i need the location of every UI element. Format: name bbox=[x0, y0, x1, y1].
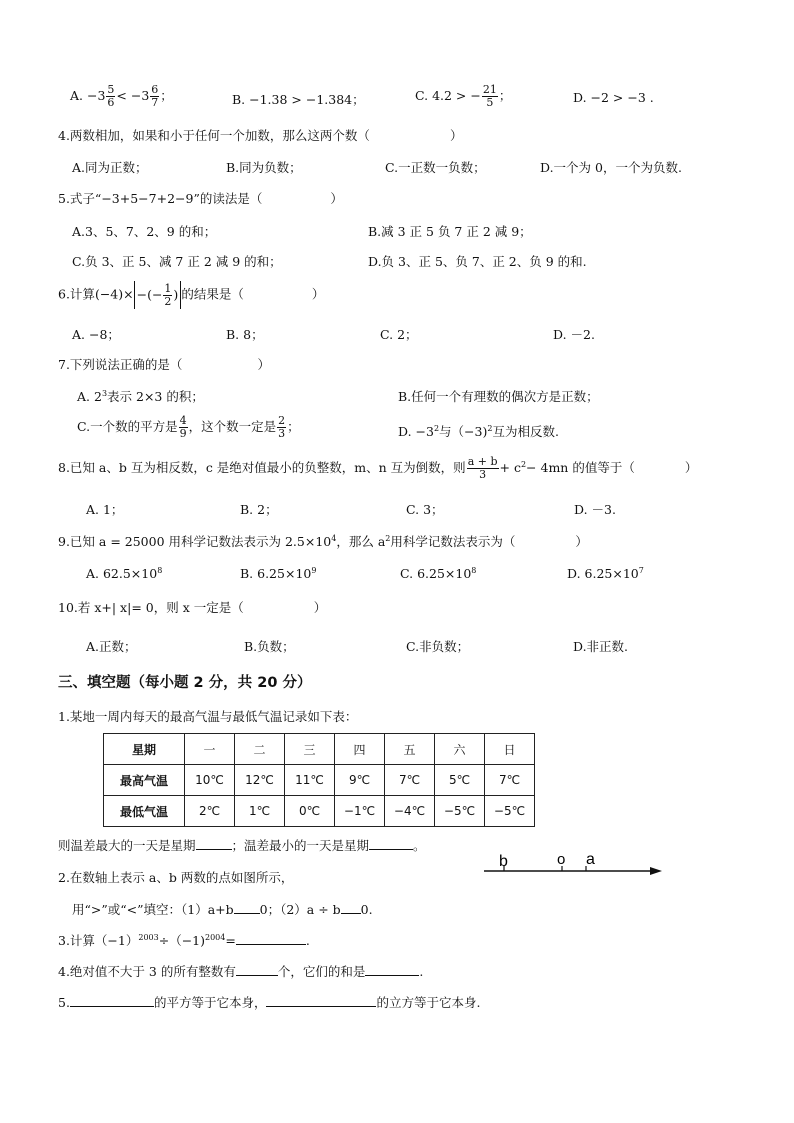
table-cell: 0℃ bbox=[285, 796, 335, 827]
fraction-numerator: 1 bbox=[164, 282, 172, 295]
q10-option-a: A.正数； bbox=[86, 639, 137, 654]
q3-c-fraction bbox=[482, 84, 498, 109]
table-cell: 二 bbox=[235, 734, 285, 765]
q7-option-b: B.任何一个有理数的偶次方是正数； bbox=[398, 389, 599, 404]
q4-stem bbox=[58, 126, 462, 144]
q3-a-text: A. −3 bbox=[70, 88, 106, 103]
q8-sup: 2 bbox=[520, 459, 527, 469]
table-cell: 四 bbox=[335, 734, 385, 765]
table-cell: −1℃ bbox=[335, 796, 385, 827]
f3-line bbox=[58, 931, 310, 949]
q8-stem-text: 8.已知 a、b 互为相反数，c 是绝对值最小的负整数，m、n 互为倒数，则 bbox=[58, 460, 466, 475]
q8-stem bbox=[58, 456, 697, 481]
f2-line2-mid: 0；（2）a ÷ b bbox=[259, 902, 341, 917]
table-cell: 六 bbox=[435, 734, 485, 765]
f4-end: . bbox=[419, 964, 424, 979]
q7-close-paren: ） bbox=[257, 357, 270, 372]
fraction-denominator: 9 bbox=[179, 427, 187, 440]
f2-line2-end: 0. bbox=[360, 902, 373, 917]
q5-stem bbox=[58, 189, 343, 207]
q5-option-c: C.负 3、正 5、减 7 正 2 减 9 的和； bbox=[72, 254, 282, 269]
f3-pre: 3.计算（−1） bbox=[58, 933, 139, 948]
answer-blank[interactable] bbox=[236, 932, 306, 945]
q10-option-c: C.非负数； bbox=[406, 639, 470, 654]
f1-stem: 1.某地一周内每天的最高气温与最低气温记录如下表： bbox=[58, 709, 358, 724]
q4-option-d: D.一个为 0，一个为负数. bbox=[540, 160, 682, 175]
q9-d-sup: 7 bbox=[638, 566, 644, 575]
f2-line2 bbox=[72, 900, 373, 918]
table-cell: 10℃ bbox=[185, 765, 235, 796]
q4-close-paren: ） bbox=[449, 128, 463, 143]
q7-d-mid: 与（−3) bbox=[439, 424, 488, 439]
q6-bracket bbox=[134, 281, 182, 309]
answer-blank[interactable] bbox=[341, 901, 361, 914]
q6-option-a: A. −8； bbox=[72, 327, 120, 342]
fraction-denominator: 3 bbox=[278, 427, 286, 440]
f3-end: . bbox=[305, 933, 310, 948]
q3-option-c bbox=[415, 84, 511, 109]
q4-option-c: C.一正数一负数； bbox=[385, 160, 486, 175]
q6-close-paren: ） bbox=[311, 286, 325, 302]
q7-a-pre: A. 2 bbox=[77, 389, 102, 404]
q6-option-b: B. 8； bbox=[226, 327, 264, 342]
table-cell: 一 bbox=[185, 734, 235, 765]
answer-blank[interactable] bbox=[236, 963, 278, 976]
q9-b-text: B. 6.25×10 bbox=[240, 566, 312, 582]
q7-a-post: 表示 2×3 的积； bbox=[107, 389, 204, 404]
table-cell: 5℃ bbox=[435, 765, 485, 796]
f4-mid: 个，它们的和是 bbox=[277, 964, 366, 979]
table-cell: 7℃ bbox=[485, 765, 535, 796]
q8-option-b: B. 2； bbox=[240, 502, 278, 517]
f2-line2-pre: 用“>”或“<”填空：（1）a+b bbox=[72, 902, 234, 917]
q3-a-mid: < −3 bbox=[116, 88, 150, 103]
q7-c-fraction1 bbox=[179, 415, 188, 440]
q7-c-fraction2 bbox=[277, 415, 286, 440]
table-cell: 日 bbox=[485, 734, 535, 765]
q5-option-d: D.负 3、正 5、负 7、正 2、负 9 的和. bbox=[368, 254, 587, 269]
q7-d-sup2: 2 bbox=[487, 423, 493, 433]
f4-pre: 4.绝对值不大于 3 的所有整数有 bbox=[58, 964, 236, 979]
q9-option-d bbox=[567, 566, 644, 581]
q9-c-sup: 8 bbox=[471, 566, 477, 575]
table-cell: −4℃ bbox=[385, 796, 435, 827]
q4-stem-text: 4.两数相加，如果和小于任何一个加数，那么这两个数（ bbox=[58, 128, 370, 143]
number-line-arrow bbox=[650, 867, 662, 875]
q7-stem-text: 7.下列说法正确的是（ bbox=[58, 357, 183, 372]
q10-stem bbox=[58, 598, 326, 616]
q8-option-c: C. 3； bbox=[406, 502, 444, 517]
q7-c-mid: ，这个数一定是 bbox=[188, 419, 277, 434]
table-cell: 最高气温 bbox=[104, 765, 185, 796]
q6-option-d: D. －2. bbox=[553, 327, 595, 342]
fraction-numerator: 2 bbox=[278, 414, 286, 427]
temperature-table bbox=[103, 733, 535, 827]
label-o: o bbox=[557, 852, 566, 868]
q5-option-b: B.减 3 正 5 负 7 正 2 减 9； bbox=[368, 224, 532, 239]
q9-sup2: 2 bbox=[385, 533, 391, 543]
q10-stem-text: 10.若 x+| x|= 0，则 x 一定是（ bbox=[58, 600, 244, 615]
fraction-numerator: a + b bbox=[467, 455, 498, 468]
table-cell: 2℃ bbox=[185, 796, 235, 827]
q10-option-d: D.非正数. bbox=[573, 639, 629, 654]
q3-a-fraction1 bbox=[106, 84, 115, 109]
q7-c-pre: C.一个数的平方是 bbox=[77, 419, 178, 434]
fraction-numerator: 4 bbox=[179, 414, 187, 427]
q9-mid: ，那么 a bbox=[336, 534, 386, 549]
q9-option-b bbox=[240, 566, 316, 581]
answer-blank[interactable] bbox=[365, 963, 419, 976]
section-title: 三、填空题（每小题 2 分，共 20 分） bbox=[58, 675, 312, 691]
q7-option-a bbox=[77, 387, 204, 405]
answer-blank[interactable] bbox=[234, 901, 260, 914]
table-cell: 最低气温 bbox=[104, 796, 185, 827]
q6-expr2: −(− bbox=[136, 287, 163, 302]
q9-option-a bbox=[86, 566, 162, 581]
q5-close-paren: ） bbox=[330, 191, 343, 206]
q7-d-pre: D. −3 bbox=[398, 424, 434, 439]
q9-d-text: D. 6.25×10 bbox=[567, 566, 639, 582]
fraction-denominator: 7 bbox=[151, 96, 159, 109]
table-cell: 星期 bbox=[104, 734, 185, 765]
f5-line bbox=[58, 993, 480, 1011]
f4-line bbox=[58, 962, 423, 980]
q9-sup1: 4 bbox=[331, 533, 337, 543]
f1-after3: 。 bbox=[413, 838, 426, 853]
q7-d-post: 互为相反数. bbox=[492, 424, 559, 439]
f3-sup1: 2003 bbox=[138, 932, 159, 942]
table-cell: −5℃ bbox=[435, 796, 485, 827]
q7-option-d bbox=[398, 422, 559, 440]
q3-option-b: B. −1.38 > −1.384； bbox=[232, 92, 365, 107]
f5-pre: 5. bbox=[58, 995, 70, 1010]
table-row bbox=[104, 765, 535, 796]
f3-sup2: 2004 bbox=[205, 932, 226, 942]
fraction-numerator: 6 bbox=[151, 83, 159, 96]
table-cell: 7℃ bbox=[385, 765, 435, 796]
q10-option-b: B.负数； bbox=[244, 639, 295, 654]
q7-stem bbox=[58, 355, 270, 373]
q3-a-end: ； bbox=[160, 88, 173, 103]
q5-stem-text: 5.式子“−3+5−7+2−9”的读法是（ bbox=[58, 191, 263, 206]
q9-pre: 9.已知 a = 25000 用科学记数法表示为 2.5×10 bbox=[58, 534, 332, 549]
q8-fraction bbox=[467, 456, 499, 481]
answer-blank[interactable] bbox=[70, 994, 154, 1007]
q3-c-text: C. 4.2 > − bbox=[415, 88, 481, 103]
table-cell: 9℃ bbox=[335, 765, 385, 796]
q9-close-paren: ） bbox=[575, 534, 588, 549]
q8-close-paren: ） bbox=[684, 460, 698, 475]
q9-stem bbox=[58, 532, 588, 550]
fraction-numerator: 5 bbox=[107, 83, 115, 96]
q10-close-paren: ） bbox=[313, 600, 327, 615]
fraction-denominator: 3 bbox=[479, 468, 487, 481]
q6-pre: 6.计算 bbox=[58, 286, 95, 302]
table-row bbox=[104, 796, 535, 827]
q9-c-text: C. 6.25×10 bbox=[400, 566, 472, 582]
f3-mid: ÷（−1) bbox=[158, 933, 205, 948]
q8-option-a: A. 1； bbox=[86, 502, 124, 517]
answer-blank[interactable] bbox=[196, 837, 232, 850]
q3-c-end: ； bbox=[498, 88, 512, 103]
q9-b-sup: 9 bbox=[311, 566, 317, 575]
q9-a-sup: 8 bbox=[157, 566, 163, 575]
q4-option-a: A.同为正数； bbox=[72, 160, 148, 175]
q7-c-end: ； bbox=[287, 419, 300, 434]
f1-answer-line bbox=[58, 836, 426, 854]
table-cell: 三 bbox=[285, 734, 335, 765]
fraction-denominator: 2 bbox=[164, 295, 172, 308]
q3-option-a bbox=[70, 84, 173, 109]
f3-eq: = bbox=[225, 933, 236, 948]
fraction-denominator: 6 bbox=[107, 96, 115, 109]
q7-option-c bbox=[77, 415, 300, 440]
q8-expr: + c bbox=[499, 460, 521, 475]
q7-a-sup: 3 bbox=[101, 388, 108, 398]
answer-blank[interactable] bbox=[369, 837, 413, 850]
q6-expr1: (−4)× bbox=[94, 286, 134, 302]
q6-post: 的结果是（ bbox=[181, 286, 244, 302]
f1-after1: 则温差最大的一天是星期 bbox=[58, 838, 196, 853]
f2-stem: 2.在数轴上表示 a、b 两数的点如图所示， bbox=[58, 870, 294, 885]
q6-expr3: ) bbox=[173, 287, 179, 302]
label-a: a bbox=[586, 852, 595, 868]
q3-a-fraction2 bbox=[150, 84, 159, 109]
q6-option-c: C. 2； bbox=[380, 327, 418, 342]
table-cell: 12℃ bbox=[235, 765, 285, 796]
q5-option-a: A.3、5、7、2、9 的和； bbox=[72, 224, 217, 239]
f1-after2: ；温差最小的一天是星期 bbox=[231, 838, 370, 853]
table-cell: −5℃ bbox=[485, 796, 535, 827]
answer-blank[interactable] bbox=[266, 994, 376, 1007]
q4-option-b: B.同为负数； bbox=[226, 160, 302, 175]
fraction-numerator: 21 bbox=[482, 83, 497, 96]
table-cell: 1℃ bbox=[235, 796, 285, 827]
fraction-denominator: 5 bbox=[486, 96, 494, 109]
q9-post: 用科学记数法表示为（ bbox=[390, 534, 516, 549]
q3-option-d: D. −2 > −3 . bbox=[573, 90, 654, 105]
table-cell: 五 bbox=[385, 734, 435, 765]
f5-mid: 的平方等于它本身， bbox=[153, 995, 267, 1010]
q8-expr2: − 4mn 的值等于（ bbox=[526, 460, 635, 475]
f5-end: 的立方等于它本身. bbox=[376, 995, 481, 1010]
table-row bbox=[104, 734, 535, 765]
q6-stem bbox=[58, 281, 324, 309]
q7-d-sup1: 2 bbox=[433, 423, 440, 433]
label-b: b bbox=[499, 853, 508, 870]
q8-option-d: D. －3. bbox=[574, 502, 616, 517]
q9-option-c bbox=[400, 566, 476, 581]
q6-fraction bbox=[163, 283, 172, 308]
q9-a-text: A. 62.5×10 bbox=[86, 566, 158, 582]
number-line-diagram bbox=[482, 852, 662, 878]
table-cell: 11℃ bbox=[285, 765, 335, 796]
